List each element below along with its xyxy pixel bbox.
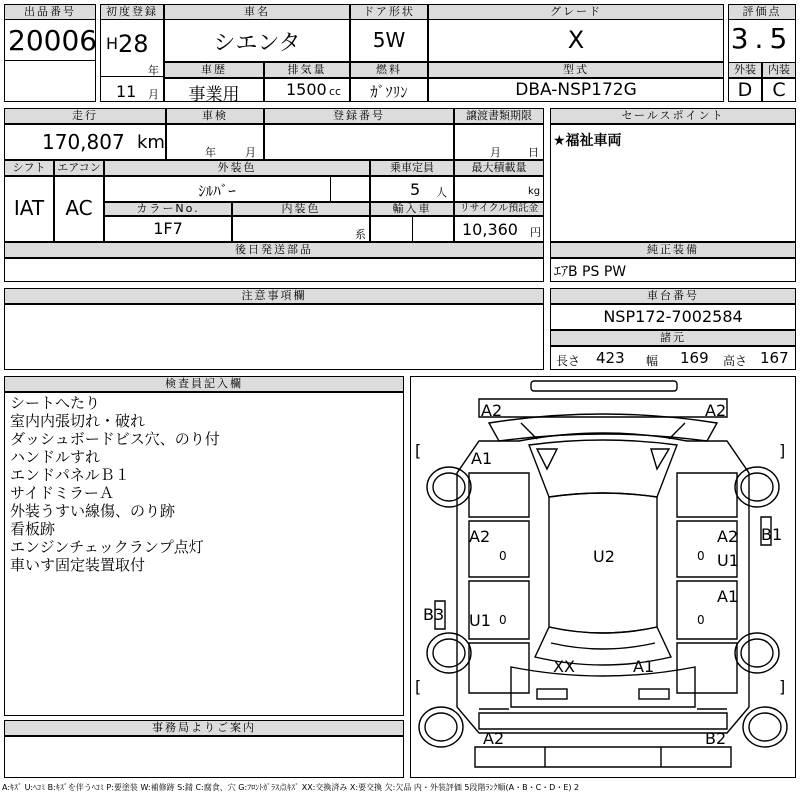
fuel-label: 燃料 (350, 62, 428, 78)
mark-right-rear-door: A1 (717, 587, 739, 606)
shift-label: シフト (4, 160, 54, 176)
transfer-label: 譲渡書類期限 (454, 108, 544, 124)
mark-left-rear-door: U1 (469, 611, 491, 630)
lot-label: 出品番号 (4, 4, 96, 20)
mark-front-right: A2 (705, 401, 727, 420)
mark-rear-right-bumper: B2 (705, 729, 727, 748)
import-label: 輸入車 (370, 202, 454, 216)
note-item: 看板跡 (10, 520, 56, 538)
note-item: サイドミラーＡ (10, 484, 114, 502)
later-parts-label: 後日発送部品 (4, 242, 544, 258)
mark-roof: U2 (593, 547, 615, 566)
era: H (106, 34, 119, 53)
shift: IAT (13, 196, 45, 220)
ac: AC (65, 196, 93, 220)
transfer-day-unit: 日 (528, 146, 539, 159)
note-item: エンジンチェックランプ点灯 (10, 538, 204, 556)
mark-right-front-door-2: U1 (717, 551, 739, 570)
car-diagram (410, 376, 796, 778)
bracket-left-bottom: [ (415, 677, 422, 696)
first-reg-label: 初度登録 (100, 4, 164, 20)
score: 3.5 (730, 22, 794, 55)
displacement-unit: cc (329, 85, 342, 98)
note-item: 車いす固定装置取付 (10, 556, 146, 574)
car-name: シエンタ (213, 31, 301, 56)
inspector-label: 検査員記入欄 (4, 376, 404, 392)
bracket-right-top: ] (779, 441, 786, 460)
mileage-unit: km (137, 132, 165, 153)
mark-left-rear: B3 (423, 605, 445, 624)
note-item: シートへたり (10, 394, 101, 412)
grade-label: グレード (428, 4, 724, 20)
displacement-label: 排気量 (264, 62, 350, 78)
office-area (4, 736, 404, 778)
genuine-equipment: ｴｱB PS PW (554, 264, 627, 280)
ext-color-label: 外装色 (104, 160, 370, 176)
mark-right-front-door: A2 (717, 527, 739, 546)
year-unit: 年 (148, 64, 159, 77)
history: 事業用 (188, 85, 240, 105)
capacity-label: 乗車定員 (370, 160, 454, 176)
fuel: ｶﾞｿﾘﾝ (370, 83, 408, 101)
height-label: 高さ (723, 354, 748, 368)
car-outline (411, 377, 795, 777)
mark-rear-right: A1 (633, 657, 655, 676)
displacement: 1500 (286, 80, 327, 99)
color-no: 1F7 (153, 219, 183, 238)
exterior-label: 外装 (728, 62, 762, 78)
grade: X (567, 26, 585, 54)
bracket-right-bottom: ] (779, 677, 786, 696)
note-item: ハンドルすれ (10, 448, 101, 466)
zero-right-1: 0 (697, 549, 705, 563)
door-type: 5W (372, 28, 406, 52)
int-color-label: 内装色 (232, 202, 370, 216)
ac-label: エアコン (54, 160, 104, 176)
note-item: ダッシュボードビス穴、のり付 (10, 430, 220, 448)
mileage: 170,807 (42, 130, 125, 154)
mark-left-fender: A1 (471, 449, 493, 468)
chassis-number: NSP172-7002584 (603, 307, 743, 326)
height-value: 167 (760, 349, 789, 367)
int-color-unit: 系 (355, 228, 366, 241)
chassis-label: 車台番号 (550, 288, 796, 304)
zero-left-2: 0 (499, 613, 507, 627)
reg-year: 28 (118, 30, 149, 58)
genuine-label: 純正装備 (550, 242, 796, 258)
recycle-unit: 円 (530, 226, 541, 239)
inspection-year-unit: 年 (205, 146, 216, 159)
mark-front-left: A2 (481, 401, 503, 420)
inspection-label: 車検 (166, 108, 264, 124)
note-item: 外装うすい線傷、のり跡 (10, 502, 176, 520)
month-unit: 月 (148, 88, 159, 101)
recycle-amount: 10,360 (462, 220, 518, 239)
width-value: 169 (680, 349, 709, 367)
model-code: DBA-NSP172G (515, 80, 637, 100)
length-label: 長さ (556, 354, 581, 368)
sales-point: ★福祉車両 (553, 133, 622, 149)
note-item: 室内内張切れ・破れ (10, 412, 146, 430)
exterior-grade: D (737, 79, 753, 101)
car-name-label: 車名 (164, 4, 350, 20)
lot-number: 20006 (8, 24, 98, 57)
mileage-label: 走行 (4, 108, 166, 124)
history-label: 車歴 (164, 62, 264, 78)
model-label: 型式 (428, 62, 724, 78)
zero-left-1: 0 (499, 549, 507, 563)
inspection-month-unit: 月 (245, 146, 256, 159)
color-no-label: カラーNo. (104, 202, 232, 216)
bracket-left-top: [ (415, 441, 422, 460)
mark-rear-center: XX (553, 657, 575, 676)
note-item: エンドパネルＢ１ (10, 466, 130, 484)
ext-color: ｼﾙﾊﾞｰ (198, 182, 236, 200)
caution-area (4, 304, 544, 370)
capacity-unit: 人 (436, 186, 447, 199)
interior-label: 内装 (762, 62, 796, 78)
dims-label: 諸元 (550, 330, 796, 346)
transfer-month-unit: 月 (490, 146, 501, 159)
mark-right-fender: B1 (761, 525, 783, 544)
mark-left-front-door: A2 (469, 527, 491, 546)
capacity: 5 (410, 180, 421, 199)
max-load-unit: kg (528, 186, 541, 197)
width-label: 幅 (646, 354, 659, 368)
door-label: ドア形状 (350, 4, 428, 20)
caution-label: 注意事項欄 (4, 288, 544, 304)
sales-point-label: セールスポイント (550, 108, 796, 124)
legend: A:ｷｽﾞ U:ﾍｺﾐ B:ｷｽﾞを伴うﾍｺﾐ P:要塗装 W:補修跡 S:錆 C:腐食、穴 G:ﾌﾛﾝﾄｶﾞﾗｽ点ｷｽﾞ XX:交換済み X:要交換 欠:欠品 内・外装評価 5段階ﾗﾝｸ順(A・B・C・D・E) 2 (2, 783, 580, 792)
length-value: 423 (596, 349, 625, 367)
office-label: 事務局よりご案内 (4, 720, 404, 736)
recycle-label: リサイクル預託金 (454, 202, 544, 216)
interior-grade: C (772, 79, 786, 101)
max-load-label: 最大積載量 (454, 160, 544, 176)
zero-right-2: 0 (697, 613, 705, 627)
mark-rear-left: A2 (483, 729, 505, 748)
reg-month: 11 (116, 82, 137, 101)
score-label: 評価点 (728, 4, 796, 20)
reg-number-label: 登録番号 (264, 108, 454, 124)
